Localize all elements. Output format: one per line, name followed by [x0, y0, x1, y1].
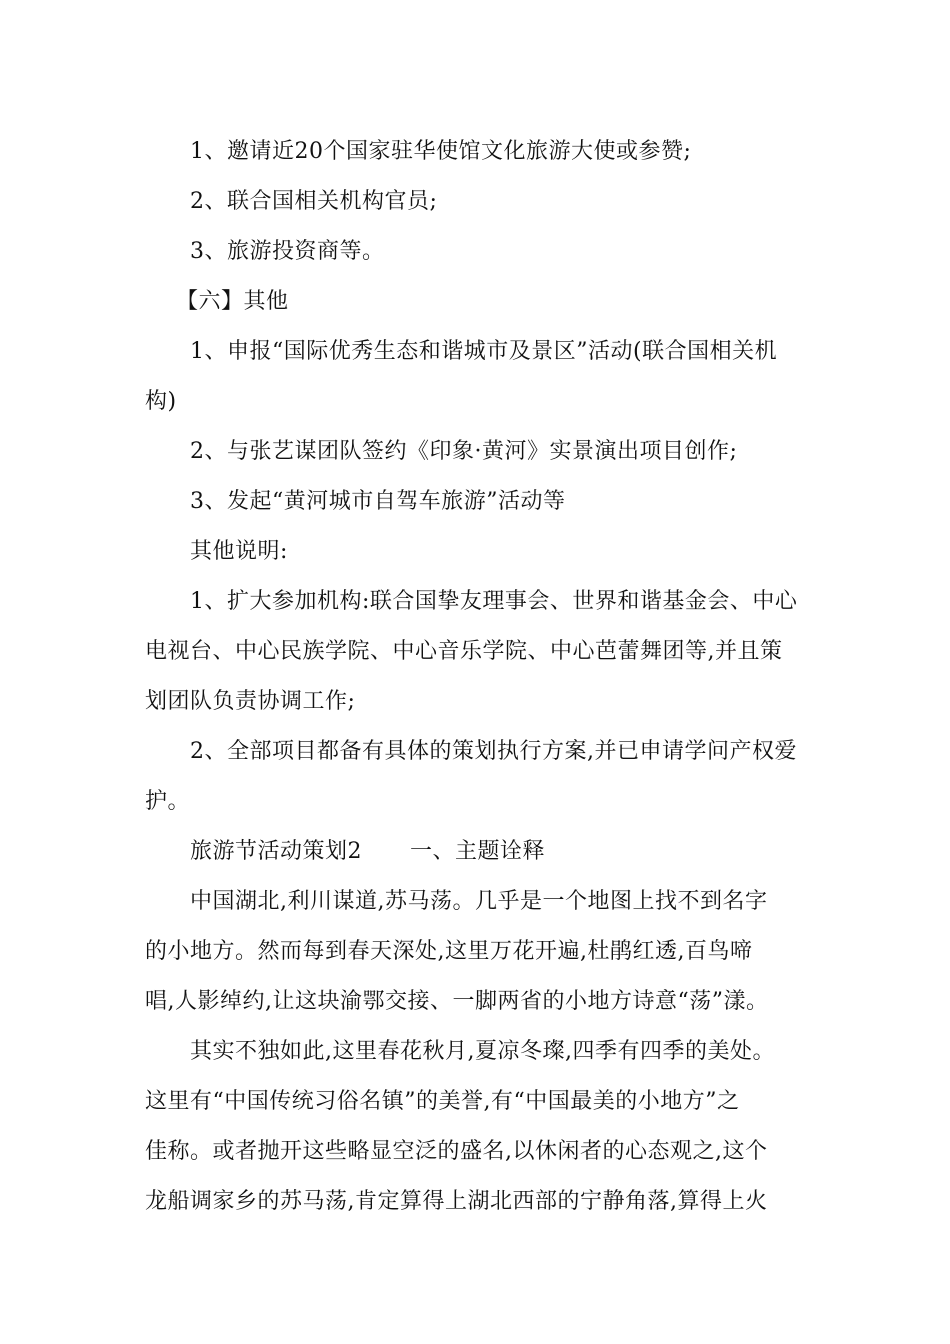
text-line-18: 唱,人影绰约,让这块渝鄂交接、一脚两省的小地方诗意“荡”漾。 — [145, 989, 769, 1014]
text-line-3: 3、旅游投资商等。 — [190, 239, 385, 264]
text-line-10: 1、扩大参加机构:联合国挚友理事会、世界和谐基金会、中心 — [190, 589, 798, 614]
text-line-13: 2、全部项目都备有具体的策划执行方案,并已申请学问产权爱 — [190, 739, 797, 764]
text-line-19: 其实不独如此,这里春花秋月,夏凉冬璨,四季有四季的美处。 — [190, 1039, 775, 1064]
text-line-17: 的小地方。然而每到春天深处,这里万花开遍,杜鹃红透,百鸟啼 — [145, 939, 753, 964]
text-line-7: 2、与张艺谋团队签约《印象·黄河》实景演出项目创作; — [190, 439, 738, 464]
section-heading-other: 【六】其他 — [176, 289, 289, 314]
text-line-21: 佳称。或者抛开这些略显空泛的盛名,以休闲者的心态观之,这个 — [145, 1139, 768, 1164]
section-heading — [190, 838, 545, 866]
text-line-12: 划团队负责协调工作; — [145, 689, 356, 714]
section-heading-subtitle: 一、主题诠释 — [410, 839, 546, 864]
text-line-5: 1、申报“国际优秀生态和谐城市及景区”活动(联合国相关机 — [190, 339, 778, 364]
text-line-14: 护。 — [145, 789, 191, 814]
section-heading-title: 旅游节活动策划2 — [190, 839, 362, 864]
text-line-2: 2、联合国相关机构官员; — [190, 189, 438, 214]
text-line-9: 其他说明: — [190, 539, 288, 564]
text-line-16: 中国湖北,利川谋道,苏马荡。几乎是一个地图上找不到名字 — [190, 889, 768, 914]
text-line-22: 龙船调家乡的苏马荡,肯定算得上湖北西部的宁静角落,算得上火 — [145, 1189, 768, 1214]
text-line-1: 1、邀请近20个国家驻华使馆文化旅游大使或参赞; — [190, 139, 692, 164]
text-line-11: 电视台、中心民族学院、中心音乐学院、中心芭蕾舞团等,并且策 — [145, 639, 783, 664]
text-line-8: 3、发起“黄河城市自驾车旅游”活动等 — [190, 489, 566, 514]
text-line-6: 构) — [145, 389, 177, 414]
text-line-20: 这里有“中国传统习俗名镇”的美誉,有“中国最美的小地方”之 — [145, 1089, 740, 1114]
